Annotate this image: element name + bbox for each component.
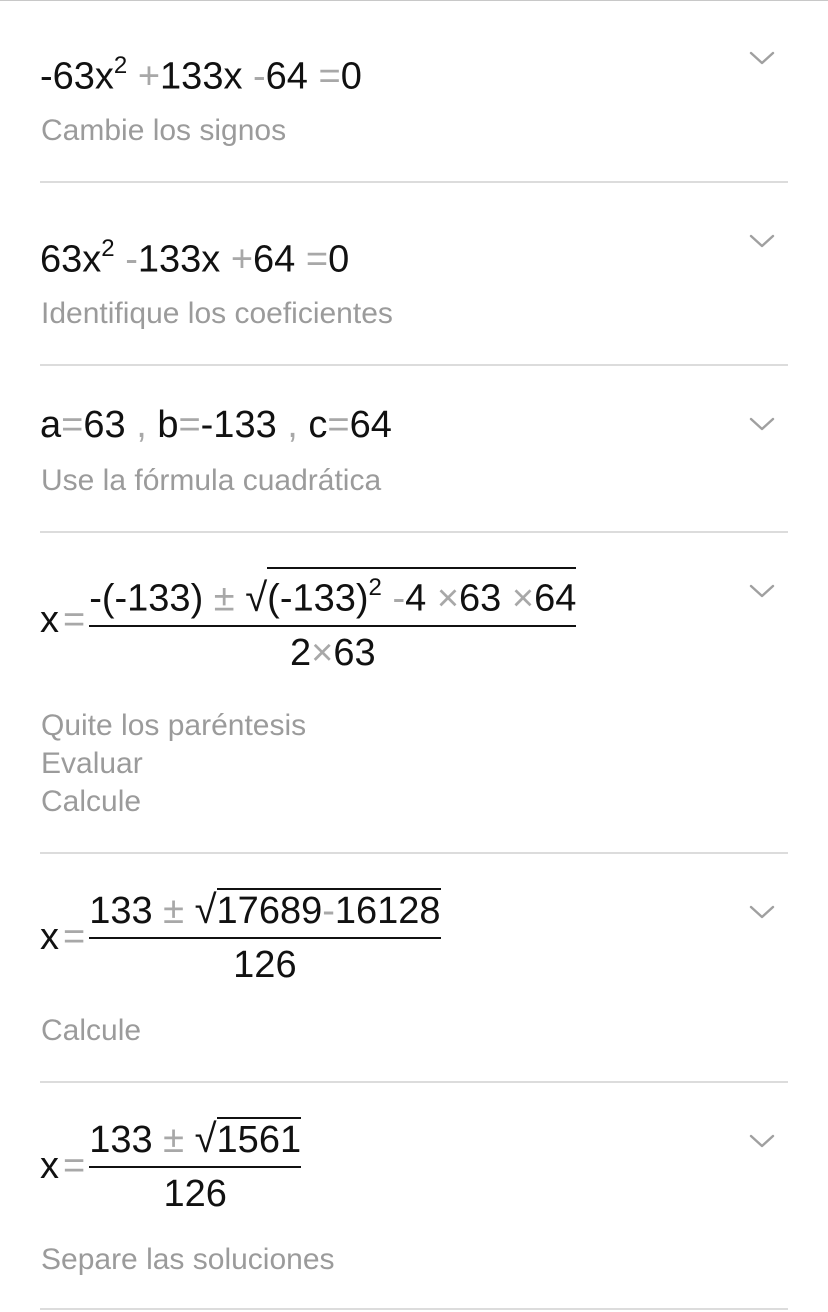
fraction-bar [89,625,576,627]
sqrt: √ 17689-16128 [194,888,441,932]
step-1[interactable] [0,0,828,183]
chevron-down-icon[interactable] [748,410,776,438]
denominator: 2×63 [289,631,376,674]
numerator: -(-133) ± √ $(-133)^2$ -4 ×63 ×64 [89,567,576,621]
step-1-caption: Cambie los signos [41,114,287,147]
step-6[interactable] [0,1083,828,1312]
fraction-bar [89,937,440,939]
chevron-down-icon[interactable] [748,227,776,255]
chevron-down-icon[interactable] [748,898,776,926]
fraction-bar [89,1166,301,1168]
chevron-down-icon[interactable] [748,577,776,605]
divider [40,1308,788,1310]
step-4-equation: x = -(-133) ± √ $(-133)^2$ -4 ×63 ×64 2×63 [40,567,576,675]
numerator: 133 ± √ 17689-16128 [89,888,441,932]
step-4-caption: Quite los paréntesis Evaluar Calcule [41,709,307,818]
step-3-caption: Use la fórmula cuadrática [41,464,382,497]
numerator: 133 ± √ 1561 [89,1117,302,1161]
step-1-equation: $-63x^2 +133x$ -64 =0 [40,52,362,98]
step-3-equation: a=63 , b=-133 , c=64 [40,404,392,446]
step-2[interactable] [0,183,828,365]
chevron-down-icon[interactable] [748,1127,776,1155]
fraction [89,567,576,675]
step-2-equation: $63x^2$ -133x +64 =0 [40,235,350,281]
denominator: 126 [233,944,297,986]
step-3[interactable] [0,366,828,532]
fraction [89,888,440,987]
step-6-caption: Separe las soluciones [41,1243,335,1276]
sqrt: √ $(-133)^2$ -4 ×63 ×64 [245,567,576,618]
fraction [89,1117,301,1216]
step-6-equation: x = 133 ± √ 1561 126 [40,1117,302,1215]
chevron-down-icon[interactable] [748,44,776,72]
step-5[interactable] [0,854,828,1082]
step-5-caption: Calcule [41,1014,142,1047]
step-4[interactable] [0,533,828,853]
denominator: 126 [163,1173,227,1215]
step-5-equation: x = 133 ± √ 17689-16128 126 [40,888,441,986]
step-2-caption: Identifique los coeficientes [41,297,393,330]
sqrt: √ 1561 [194,1117,302,1161]
